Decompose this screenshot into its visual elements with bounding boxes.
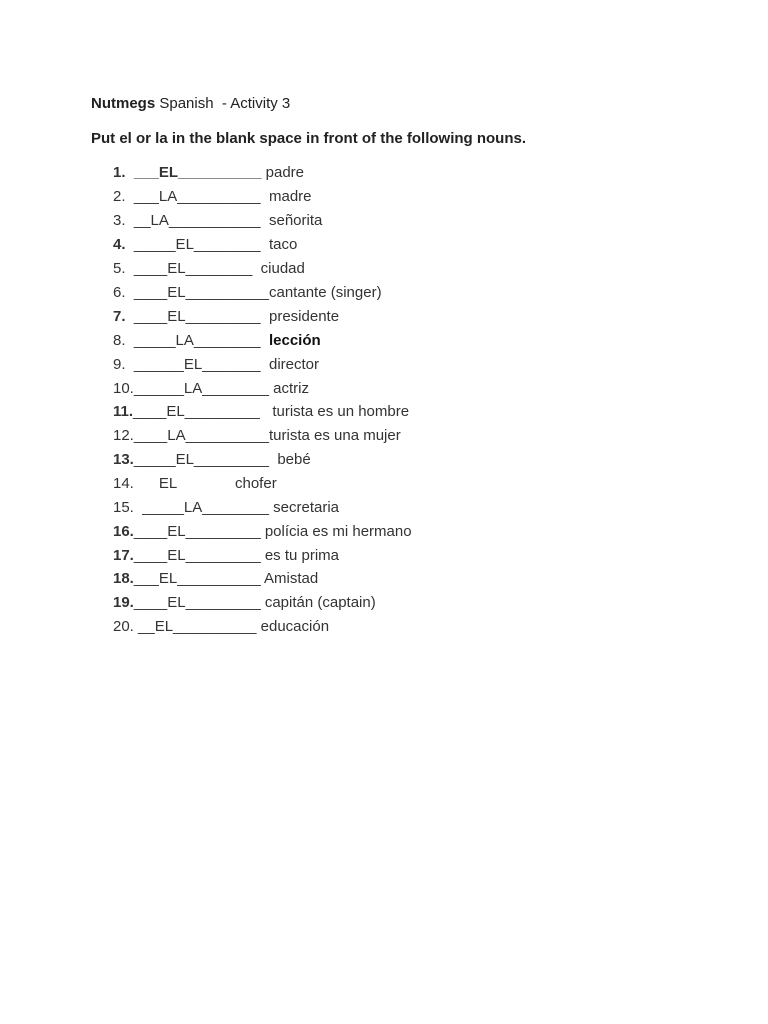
item-answer: ____EL_________ xyxy=(133,547,261,564)
list-item xyxy=(113,355,319,375)
item-answer: ____EL__________ xyxy=(125,284,269,301)
item-answer: ______EL_______ xyxy=(125,356,261,373)
item-noun: lección xyxy=(260,332,321,349)
item-number: 9. xyxy=(113,356,126,373)
item-number: 14. xyxy=(113,475,134,492)
list-item xyxy=(113,617,329,637)
item-noun: señorita xyxy=(260,212,323,229)
item-number: 1. xyxy=(113,164,126,181)
list-item xyxy=(113,426,401,446)
item-noun: polícia es mi hermano xyxy=(260,523,412,540)
list-item xyxy=(113,235,297,255)
item-answer: ___EL__________ xyxy=(133,570,261,587)
item-noun: taco xyxy=(260,236,298,253)
item-answer: ____EL_________ xyxy=(133,403,260,420)
instructions: Put el or la in the blank space in front of the following nouns. xyxy=(91,130,527,147)
item-number: 18. xyxy=(113,570,134,587)
item-answer: EL xyxy=(133,475,177,492)
item-number: 12. xyxy=(113,427,134,444)
item-noun: turista es una mujer xyxy=(269,427,401,444)
item-noun: bebé xyxy=(269,451,311,468)
item-noun: cantante (singer) xyxy=(269,284,382,301)
item-answer: _____EL_________ xyxy=(133,451,269,468)
item-number: 6. xyxy=(113,284,126,301)
page-title xyxy=(91,95,290,112)
item-answer: ____EL________ xyxy=(125,260,253,277)
item-answer: _____EL________ xyxy=(125,236,261,253)
item-noun: capitán (captain) xyxy=(260,594,376,611)
item-noun: presidente xyxy=(260,308,340,325)
list-item xyxy=(113,283,382,303)
list-item xyxy=(113,187,312,207)
item-noun: padre xyxy=(261,164,305,181)
list-item xyxy=(113,402,409,422)
item-answer: __EL__________ xyxy=(133,618,257,635)
item-number: 7. xyxy=(113,308,126,325)
list-item xyxy=(113,379,309,399)
item-answer: _____LA________ xyxy=(133,499,269,516)
list-item xyxy=(113,498,339,518)
item-answer: ____LA__________ xyxy=(133,427,269,444)
item-noun: actriz xyxy=(269,380,310,397)
item-noun: secretaria xyxy=(269,499,340,516)
item-noun: ciudad xyxy=(252,260,305,277)
title-bold-part: Nutmegs xyxy=(91,95,156,112)
item-noun: madre xyxy=(260,188,312,205)
item-number: 20. xyxy=(113,618,134,635)
item-number: 11. xyxy=(113,403,134,420)
item-noun: turista es un hombre xyxy=(259,403,410,420)
item-noun: director xyxy=(260,356,320,373)
item-number: 8. xyxy=(113,332,126,349)
item-answer: ___LA__________ xyxy=(125,188,261,205)
item-answer: ____EL_________ xyxy=(133,523,261,540)
list-item xyxy=(113,163,304,183)
list-item xyxy=(113,450,311,470)
item-number: 3. xyxy=(113,212,126,229)
item-number: 10. xyxy=(113,380,134,397)
item-answer: __LA___________ xyxy=(125,212,261,229)
item-number: 19. xyxy=(113,594,134,611)
item-number: 17. xyxy=(113,547,134,564)
list-item xyxy=(113,259,305,279)
item-number: 4. xyxy=(113,236,126,253)
list-item xyxy=(113,546,339,566)
list-item xyxy=(113,331,321,351)
list-item xyxy=(113,569,318,589)
list-item xyxy=(113,474,277,494)
item-number: 5. xyxy=(113,260,126,277)
item-noun: educación xyxy=(256,618,330,635)
item-answer: _____LA________ xyxy=(125,332,261,349)
item-number: 2. xyxy=(113,188,126,205)
list-item xyxy=(113,307,339,327)
item-answer: ______LA________ xyxy=(133,380,269,397)
list-item xyxy=(113,211,322,231)
item-answer: ___EL__________ xyxy=(125,164,262,181)
list-item xyxy=(113,522,412,542)
item-number: 16. xyxy=(113,523,134,540)
item-number: 15. xyxy=(113,499,134,516)
item-number: 13. xyxy=(113,451,134,468)
list-item xyxy=(113,593,376,613)
item-answer: ____EL_________ xyxy=(125,308,261,325)
item-noun: Amistad xyxy=(260,570,319,587)
item-noun: chofer xyxy=(176,475,277,492)
item-noun: es tu prima xyxy=(260,547,340,564)
item-answer: ____EL_________ xyxy=(133,594,261,611)
title-rest: Spanish - Activity 3 xyxy=(155,95,291,112)
